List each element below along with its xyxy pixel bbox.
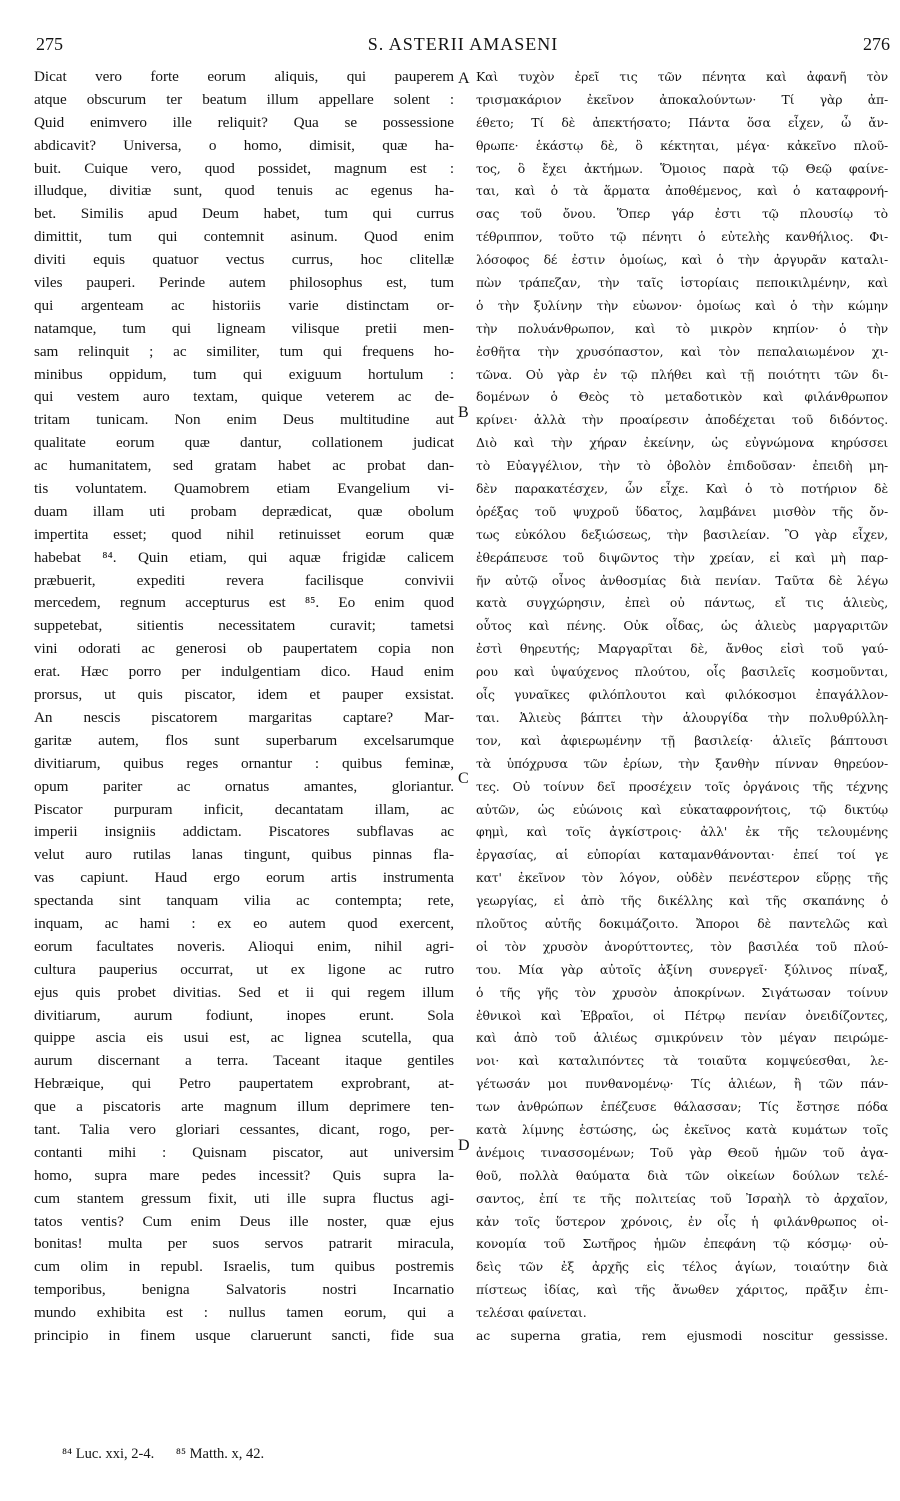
latin-text-line: ejus quis probet divitias. Sed et ii qui regem illum bbox=[34, 983, 454, 1001]
greek-text-line: δεὶς τῶν ἐξ ἀρχῆς εἰς τέλος ἁγίων, τοιαύτην διὰ bbox=[476, 1259, 888, 1275]
latin-text-line: dimittit, tum qui contemnit asinum. Quod enim bbox=[34, 228, 454, 246]
footnote-84: ⁸⁴ Luc. xxi, 2-4. bbox=[62, 1446, 155, 1462]
greek-text-line: σαντος, ἐπί τε τῆς πολιτείας τοῦ Ἰσραὴλ τὸ ἀρχαῖον, bbox=[476, 1190, 888, 1206]
latin-text-line: præbuerit, expediti revera facilisque convivii bbox=[34, 571, 454, 589]
latin-text-line: imperii insigniis addictam. Piscatores subflavas ac bbox=[34, 823, 454, 841]
greek-text-line: κἀν τοῖς ὕστερον χρόνοις, ἐν οἷς ἡ φιλάνθρωπος οἰ- bbox=[476, 1213, 888, 1229]
running-header bbox=[36, 34, 890, 58]
greek-text-line: τῶνα. Οὐ γὰρ ἐν τῷ πλήθει καὶ τῇ ποιότητι τῶν δι- bbox=[476, 366, 888, 382]
greek-text-line: ὁ τῆς γῆς τὸν χρυσὸν ἀποκρίνων. Σιγάτωσαν τοίνυν bbox=[476, 984, 888, 1000]
greek-text-line: θρωπε· ἑκάστῳ δὲ, ὃ κέκτηται, μέγα· κἀκεῖνο πλοῦ- bbox=[476, 137, 888, 153]
latin-text-line: Hebræique, qui Petro paupertatem exprobrant, at- bbox=[34, 1075, 454, 1093]
latin-text-line: atque obscurum ter beatum illum appellare solent : bbox=[34, 90, 454, 108]
latin-text-line: mercedem, regnum accepturus est ⁸⁵. Eo enim quod bbox=[34, 594, 454, 612]
section-marker-b: B bbox=[458, 404, 469, 421]
latin-text-line: Quid enimvero ille reliquit? Qua se possessione bbox=[34, 113, 454, 131]
greek-text-line: οὗτος καὶ πένης. Οὐκ οἶδας, ὡς ἁλιεὺς μαργαριτῶν bbox=[476, 618, 888, 634]
latin-text-line: qui vestem auro textam, quique veterem ac de- bbox=[34, 388, 454, 406]
latin-text-line: divitiarum, aurum fodiunt, inopes erunt. Sola bbox=[34, 1006, 454, 1024]
latin-text-line: Piscator purpuram inficit, decantatam illam, ac bbox=[34, 800, 454, 818]
latin-text-line: tatos ventis? Cum enim Deus ille noster, quæ ejus bbox=[34, 1212, 454, 1230]
greek-text-line: γέτωσάν μοι πυνθανομένῳ· Τίς ἁλιέων, ἢ τῶν πάν- bbox=[476, 1076, 888, 1092]
left-page-number: 275 bbox=[36, 34, 63, 54]
greek-text-line: ἐθνικοὶ καὶ Ἑβραῖοι, οἱ Πέτρῳ πενίαν ὀνειδίζοντες, bbox=[476, 1007, 888, 1023]
greek-text-line: κρίνει· ἀλλὰ τὴν προαίρεσιν ἀποδέχεται τοῦ διδόντος. bbox=[476, 412, 888, 428]
greek-text-line: οἱ τὸν χρυσὸν ἀνορύττοντες, τὸν βασιλέα τοῦ πλού- bbox=[476, 938, 888, 954]
greek-text-line: ρου καὶ ὑψαύχενος πλούτου, οἷς βασιλεῖς κοσμοῦνται, bbox=[476, 664, 888, 680]
greek-text-line: νοι· καὶ καταλιπόντες τὰ τοιαῦτα κομψεύεσθαι, λε- bbox=[476, 1053, 888, 1069]
latin-text-line: vas capiunt. Haud ergo eorum artis instrumenta bbox=[34, 869, 454, 887]
greek-text-line: τον, καὶ ἀφιερωμένην τῇ βασιλείᾳ· ἁλιεῖς βάπτουσι bbox=[476, 732, 888, 748]
greek-text-line: τες. Οὐ τοίνυν δεῖ προσέχειν τοῖς ὀργάνοις τῆς τέχνης bbox=[476, 778, 888, 794]
greek-text-line: ἀνέμοις τινασσομένων; Τοῦ γὰρ Θεοῦ ἡμῶν τοῦ ἀγα- bbox=[476, 1144, 888, 1160]
footnotes bbox=[62, 1446, 562, 1463]
greek-text-line: κονομία τοῦ Σωτῆρος ἡμῶν ἐπεφάνη τῷ κόσμῳ· οὐ- bbox=[476, 1236, 888, 1252]
latin-text-line: prorsus, ut quis piscator, idem et pauper exsistat. bbox=[34, 686, 454, 704]
latin-text-line: sam relinquit ; ac similiter, tum qui frequens ho- bbox=[34, 342, 454, 360]
latin-text-line: homo, supra mare pedes incessit? Quis supra la- bbox=[34, 1166, 454, 1184]
greek-text-line: δὲν παρακατέσχεν, ὧν εἶχε. Καὶ ὁ τὸ ποτήριον δὲ bbox=[476, 481, 888, 497]
latin-text-line: qualitate eorum quæ dantur, collationem judicat bbox=[34, 434, 454, 452]
greek-text-line: ἐσθῆτα τὴν χρυσόπαστον, καὶ τὸν πεπαλαιωμένον χι- bbox=[476, 343, 888, 359]
greek-text-line: τὰ ὑπόχρυσα τῶν ἐρίων, τὴν ξανθὴν πίνναν θηρεύον- bbox=[476, 755, 888, 771]
greek-text-line: Καὶ τυχὸν ἐρεῖ τις τῶν πένητα καὶ ἀφανῆ τὸν bbox=[476, 69, 888, 84]
latin-text-line: ac humanitatem, sed gratam habet ac probat dan- bbox=[34, 457, 454, 475]
greek-text-line: τὴν πολυάνθρωπον, καὶ τὸ μικρὸν κηπίον· ὁ τὴν bbox=[476, 320, 888, 336]
right-page-number: 276 bbox=[863, 34, 890, 54]
latin-text-line: habebat ⁸⁴. Quin etiam, qui aquæ frigidæ calicem bbox=[34, 548, 454, 566]
latin-text-line: temporibus, benigna Salvatoris nostri Incarnatio bbox=[34, 1281, 454, 1299]
latin-text-line: An nescis piscatorem margaritas captare? Mar- bbox=[34, 708, 454, 726]
greek-text-line: θοῦ, πολλὰ θαύματα διὰ τῶν οἰκείων δούλων τελέ- bbox=[476, 1167, 888, 1183]
greek-text-line: ται. Ἁλιεὺς βάπτει τὴν ἁλουργίδα τὴν πολυθρύλλη- bbox=[476, 709, 888, 725]
latin-text-line: impertita esset; quod nihil retinuisset eorum quæ bbox=[34, 525, 454, 543]
greek-text-line: τὸ Εὐαγγέλιον, τὴν τὸ ὀβολὸν ἐπιδοῦσαν· ἐπειδὴ μη- bbox=[476, 458, 888, 474]
greek-text-line: κατ' ἐκεῖνον τὸν λόγον, οὐδὲν πενέστερον εὕρῃς τῆς bbox=[476, 870, 888, 886]
latin-text-line: duam illam uti probam deprædicat, quæ obolum bbox=[34, 502, 454, 520]
latin-text-line: contanti mihi : Quisnam piscator, aut universim bbox=[34, 1143, 454, 1161]
latin-text-line: tis voluntatem. Quamobrem etiam Evangelium vi- bbox=[34, 480, 454, 498]
latin-text-line: cum stantem gressum fixit, uti ille supra fluctus agi- bbox=[34, 1189, 454, 1207]
latin-text-line: aurum discernant a terra. Taceant itaque gentiles bbox=[34, 1052, 454, 1070]
latin-text-line: buit. Cuique vero, quod possidet, magnum est : bbox=[34, 159, 454, 177]
latin-text-line: illudque, divitiæ sunt, quod tenuis ac egenus ha- bbox=[34, 182, 454, 200]
running-title: S. ASTERII AMASENI bbox=[367, 34, 559, 54]
greek-text-line: τελέσαι φαίνεται. bbox=[476, 1305, 587, 1321]
greek-text-line: ῆν αὐτῷ οἶνος ἀνθοσμίας διὰ πενίαν. Ταῦτα δὲ λέγω bbox=[476, 572, 888, 588]
section-marker-d: D bbox=[458, 1137, 470, 1154]
greek-text-line: έθετο; Τί δὲ ἀπεκτήσατο; Πάντα ὅσα εἶχεν, ὦ ἄν- bbox=[476, 114, 888, 130]
section-marker-a: A bbox=[458, 70, 470, 87]
greek-text-line: ται, καὶ ὁ τὰ ἅρματα ἀποθέμενος, καὶ ὁ καταφρονή- bbox=[476, 183, 888, 199]
latin-column bbox=[34, 66, 454, 1348]
latin-text-line: bonitas! multa per suos servos patrarit miracula, bbox=[34, 1235, 454, 1253]
latin-text-line: quippe ascia eis usui est, ac lignea scutella, qua bbox=[34, 1029, 454, 1047]
greek-text-line: ὀρέξας τοῦ ψυχροῦ ὕδατος, λαμβάνει μισθὸν τῆς ὄν- bbox=[476, 503, 888, 519]
greek-text-line: των ἀνθρώπων ἐπέζευσε θάλασσαν; Τίς ἔστησε πόδα bbox=[476, 1099, 888, 1115]
greek-text-line: του. Μία γὰρ αὐτοῖς ἀξίνη συνεργεῖ· ξύλινος πίναξ, bbox=[476, 961, 888, 977]
greek-text-line: κατὰ λίμνης ἑστώσης, ὡς ἐκεῖνος κατὰ κυμάτων τοῖς bbox=[476, 1121, 888, 1137]
latin-text-line: abdicavit? Universa, o homo, dimisit, quæ ha- bbox=[34, 136, 454, 154]
latin-text-line: mundo exhibita est : nullus tamen eorum, qui a bbox=[34, 1304, 454, 1322]
latin-text-line: inquam, ac hami : ex eo autem quod exercent, bbox=[34, 914, 454, 932]
greek-text-line: καὶ ἀπὸ τοῦ ἁλιέως σμικρύνειν τὸν μέγαν πειρώμε- bbox=[476, 1030, 888, 1046]
latin-text-line: tant. Talia vero gloriari cessantes, dicant, rogo, per- bbox=[34, 1120, 454, 1138]
greek-text-line: οἷς γυναῖκες φιλόπλουτοι καὶ φιλόκοσμοι ἐπαγάλλον- bbox=[476, 687, 888, 703]
greek-text-line: πλοῦτος αὐτῆς δοκιμάζοιτο. Ἄποροι δὲ παντελῶς καὶ bbox=[476, 915, 888, 931]
greek-text-line: κατὰ συγχώρησιν, ἐπεὶ οὐ πάντως, εἴ τις ἁλιεὺς, bbox=[476, 595, 888, 611]
section-marker-c: C bbox=[458, 770, 469, 787]
greek-text-line: πὼν τράπεζαν, τὴν ταῖς ἱστορίαις πεποικιλμένην, καὶ bbox=[476, 275, 888, 291]
greek-column bbox=[476, 66, 888, 1348]
greek-text-line: πίστεως ἰδίας, καὶ τῆς ἄνωθεν χάριτος, πρᾶξιν ἐπι- bbox=[476, 1282, 888, 1298]
greek-text-line: τως εὐκόλου δεξιώσεως, τὴν βασιλείαν. Ὃ γὰρ εἶχεν, bbox=[476, 526, 888, 542]
latin-text-line: cum olim in republ. Israelis, tum quibus postremis bbox=[34, 1258, 454, 1276]
greek-text-line: τρισμακάριον ἐκεῖνον ἀποκαλούντων· Τί γὰρ ἀπ- bbox=[476, 91, 888, 107]
latin-text-line: viles pauperi. Perinde autem philosophus est, tum bbox=[34, 274, 454, 292]
greek-text-line: ἐστὶ θηρευτής; Μαργαρῖται δὲ, ἄνθος εἰσὶ τοῦ γαύ- bbox=[476, 641, 888, 657]
latin-text-line: principio in finem usque claruerunt sancti, fide sua bbox=[34, 1326, 454, 1344]
latin-text-line: qui argenteam ac historiis varie distinctam or- bbox=[34, 296, 454, 314]
latin-text-line: que a piscatoris arte magnum illum deprimere ten- bbox=[34, 1098, 454, 1116]
greek-text-line: αὐτῶν, ὡς εὐώνοις καὶ εὐκαταφρονήτοις, τῷ δικτύῳ bbox=[476, 801, 888, 817]
greek-text-line: γεωργίας, εἰ ἀπὸ τῆς δικέλλης καὶ τῆς σκαπάνης ὁ bbox=[476, 893, 888, 909]
latin-text-line: eorum facultates noveris. Alioqui enim, nihil agri- bbox=[34, 937, 454, 955]
greek-text-line: ὁ τὴν ξυλίνην τὴν εὐωνον· ὁμοίως καὶ ὁ τὴν κώμην bbox=[476, 297, 888, 313]
latin-text-line: natamque, tum qui ligneam vilisque pretii men- bbox=[34, 319, 454, 337]
greek-text-line: ἐθεράπευσε τοῦ διψῶντος τὴν χρείαν, εἰ καὶ μὴ παρ- bbox=[476, 549, 888, 565]
latin-text-line: erat. Hæc porro per indulgentiam dico. Haud enim bbox=[34, 663, 454, 681]
greek-text-line: λόσοφος δέ ἐστιν ὁμοίως, καὶ ὁ τὴν ἀργυρᾶν καταλι- bbox=[476, 252, 888, 268]
greek-text-line: φημὶ, καὶ τοῖς ἀγκίστροις· ἀλλ' ἐκ τῆς τελουμένης bbox=[476, 824, 888, 840]
greek-text-line: σας τοῦ ὄνου. Ὅπερ γάρ ἐστι τῷ πλουσίῳ τὸ bbox=[476, 206, 888, 222]
latin-text-line: divitiarum, quibus reges ornantur : quibus feminæ, bbox=[34, 754, 454, 772]
latin-text-line: minibus oppidum, tum qui exiguum hortulum : bbox=[34, 365, 454, 383]
latin-text-line: Dicat vero forte eorum aliquis, qui pauperem bbox=[34, 68, 454, 85]
greek-text-line: τος, ὃ ἔχει ἀκτήμων. Ὅμοιος παρὰ τῷ Θεῷ φαίνε- bbox=[476, 160, 888, 176]
greek-text-line: ἐργασίας, αἱ εὐπορίαι καταμανθάνονται· ἐπεί τοί γε bbox=[476, 847, 888, 863]
latin-text-line: vini odorati ac generosi ob paupertatem copia non bbox=[34, 640, 454, 658]
latin-text-line: tritam tunicam. Non enim Deus multitudine aut bbox=[34, 411, 454, 429]
latin-text-line: opum pariter ac ornatus amantes, gloriantur. bbox=[34, 777, 454, 795]
greek-text-line: τέθριππον, τοῦτο τῷ πένητι ὁ εὐτελὴς κανθήλιος. Φι- bbox=[476, 229, 888, 245]
greek-text-line: δομένων ὁ Θεὸς τὸ μεταδοτικὸν καὶ φιλάνθρωπον bbox=[476, 389, 888, 405]
greek-text-line: Διὸ καὶ τὴν χήραν ἐκείνην, ὡς εὐγνώμονα κηρύσσει bbox=[476, 435, 888, 451]
latin-text-line: diviti equis quatuor vectus currus, hoc clitellæ bbox=[34, 251, 454, 269]
latin-text-line: garitæ autem, flos sunt superbarum excelsarumque bbox=[34, 731, 454, 749]
latin-text-line: velut auro rutilas lanas tingunt, quibus pinnas fla- bbox=[34, 846, 454, 864]
latin-text-line: spectanda sint tanquam vilia ac contempta; rete, bbox=[34, 892, 454, 910]
greek-text-line: ac superna gratia, rem ejusmodi noscitur gessisse. bbox=[476, 1327, 888, 1343]
latin-text-line: suppetebat, sitientis necessitatem curavit; tametsi bbox=[34, 617, 454, 635]
latin-text-line: cultura pauperius occurrat, ut ex ligone ac rutro bbox=[34, 960, 454, 978]
latin-text-line: bet. Similis apud Deum habet, tum qui currus bbox=[34, 205, 454, 223]
footnote-85: ⁸⁵ Matth. x, 42. bbox=[175, 1446, 265, 1462]
